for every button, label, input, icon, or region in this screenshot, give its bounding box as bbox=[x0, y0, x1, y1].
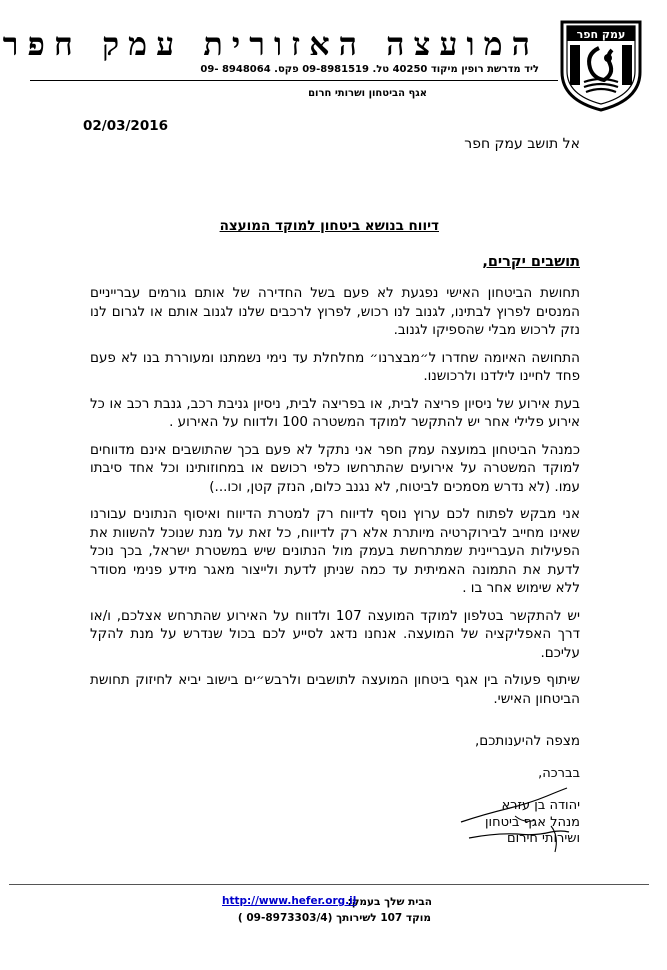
logo-text: עמק חפר bbox=[576, 28, 626, 41]
letter-closing: מצפה להיענותכם, bbox=[474, 733, 580, 749]
signer-name: יהודה בן עזרא bbox=[501, 798, 580, 813]
letter-greeting: תושבים יקרים, bbox=[482, 254, 580, 270]
letter-subject: דיווח בנושא ביטחון למוקד המועצה bbox=[219, 218, 439, 234]
website-link[interactable]: http://www.hefer.org.il bbox=[222, 895, 357, 907]
handwritten-signature bbox=[455, 786, 585, 854]
hotline-phone: מוקד 107 לשירותך (09-8973303/4 ) bbox=[237, 912, 431, 924]
council-title: המועצה האזורית עמק חפר bbox=[2, 25, 539, 63]
body-paragraph: אני מבקש לפתוח לכם ערוץ נוסף לדיווח רק למטרת הדיווח ואיסוף הנתונים עבורנו שאינו מחייב לבירוקרטיה מיותרת אלא רק לדיווח, כל זאת על מנת שנוכל להשוות את הפעילות העבריינית שמתרחשת בעמק מול הנתונים שיש במשטרת ישראל, בכך נוכל לדעת את התמונה האמיתית עד כמה שניתן לדעת ולייצור מאגר מידע פנימי מסודר ללא שימוש אחר בו . bbox=[90, 506, 580, 596]
signer-title: מנהל אגף ביטחון bbox=[485, 815, 580, 830]
department-name: אגף הביטחון ושרותי חרום bbox=[308, 88, 427, 99]
letter-date: 02/03/2016 bbox=[83, 118, 169, 134]
letter-body bbox=[90, 284, 580, 717]
letter-blessing: בברכה, bbox=[538, 766, 580, 781]
footer-slogan: הבית שלך בעמק: bbox=[347, 896, 432, 908]
body-paragraph: תחושת הביטחון האישי נפגעת לא פעם בשל החדירה של אותם גורמים עברייניים המנסים לפרוץ לבתינו, לגנוב לנו רכוש, לפרוץ לרכבים שלנו לגנוב אותם או לגרום לנו נזק לרכוש מבלי שהספיקו לגנוב. bbox=[90, 285, 580, 338]
signer-department: ושירותי חירום bbox=[506, 831, 580, 846]
body-paragraph: כמנהל הביטחון במועצה עמק חפר אני נתקל לא פעם בכך שהתושבים אינם מדווחים למוקד המשטרה על אירועים שהתרחשו כלפי רכושם או במחוזותינו וכל אחד סיבתו עמו. (לא נדרש מסמכים לביטוח, לא נגנב כלום, הנזק קטן, וכו...) bbox=[90, 441, 580, 495]
footer-divider bbox=[9, 884, 649, 885]
letter-recipient: אל תושב עמק חפר bbox=[464, 136, 580, 152]
body-paragraph: יש להתקשר בטלפון למוקד המועצה 107 ולדווח על האירוע שהתרחש אצלכם, ו/או דרך האפליקציה של המועצה. אנחנו נדאג לסייע לכם בכול שנדרש על מנת להקל עליכם. bbox=[90, 607, 580, 661]
council-address: ליד מדרשת רופין מיקוד 40250 טל. 09-8981519 פקס. 8948064 -09 bbox=[200, 64, 539, 75]
council-emblem-icon bbox=[556, 14, 646, 114]
header-divider bbox=[30, 80, 558, 81]
body-paragraph: שיתוף פעולה בין אגף ביטחון המועצה לתושבים ולרבש״ים בישוב יביא לחיזוק תחושת הביטחון האישי. bbox=[90, 672, 580, 707]
body-paragraph: התחושה האיומה שחדרו ל״מבצרנו״ מחלחלת עד נימי נשמתנו ומעוררת בנו לא פעם פחד לחיינו לילדנו ולרכושנו. bbox=[90, 349, 580, 384]
council-logo bbox=[556, 14, 646, 114]
body-paragraph: בעת אירוע של ניסיון פריצה לבית, או בפריצה לבית, ניסיון גניבת רכב, גנבת רכב או כל אירוע פלילי אחר יש להתקשר למוקד המשטרה 100 ולדווח על האירוע . bbox=[90, 395, 580, 430]
